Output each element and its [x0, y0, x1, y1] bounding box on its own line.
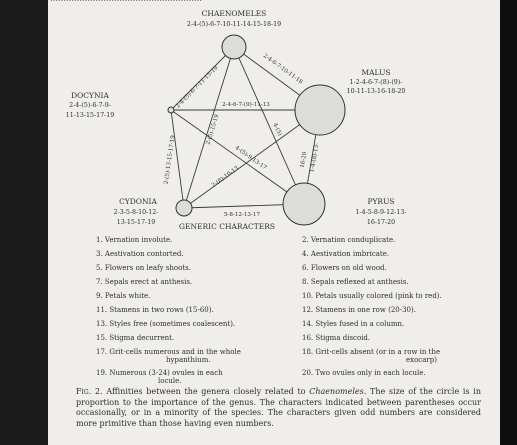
edge-label-malus-pyrus: 1-4-(8)-13-: [309, 142, 321, 173]
edge-chaenomeles-pyrus: [234, 47, 304, 204]
edge-label-docynia-pyrus: 4-(5)-9-13-17: [233, 145, 268, 172]
character-11: 11. Stamens in two rows (15-60).: [96, 306, 214, 314]
affinity-diagram: [48, 0, 500, 232]
figure-caption: [76, 387, 481, 429]
node-docynia: [168, 107, 174, 113]
character-14: 14. Styles fused in a column.: [302, 320, 405, 328]
edge-label-chaenomeles-docynia: 2-4-(5)-6-7-11-15-19: [175, 65, 220, 110]
edge-label-chaenomeles-pyrus: 4-(5): [271, 122, 283, 137]
edge-label-docynia-cydonia: 2-(5)-13-15-17-19: [163, 134, 177, 185]
label-docynia: DOCYNIA: [71, 91, 109, 100]
character-15: 15. Stigma decurrent.: [96, 334, 175, 342]
node-pyrus: [283, 183, 325, 225]
character-17: 17. Grit-cells numerous and in the whole: [96, 348, 241, 356]
label-pyrus: PYRUS: [367, 197, 395, 206]
character-19: 19. Numerous (3-24) ovules in each: [96, 369, 223, 377]
edge-label-docynia-malus: 2-4-6-7-(9)-11-13: [222, 102, 270, 108]
character-19-cont: locule.: [158, 377, 182, 385]
chars-cydonia-1: 2-3-5-8-10-12-: [113, 209, 159, 216]
label-chaenomeles: CHAENOMELES: [201, 9, 267, 18]
generic-characters-label: GENERIC CHARACTERS: [179, 222, 275, 231]
edge-label-chaenomeles-malus: 2-4-6-7-10-11-18: [261, 52, 304, 86]
book-page: [48, 0, 500, 445]
character-9: 9. Petals white.: [96, 292, 151, 300]
character-8: 8. Sepals reflexed at anthesis.: [302, 278, 409, 286]
character-2: 2. Vernation conduplicate.: [302, 236, 396, 244]
caption-text-2: . The size of the circle is in proportion to the importance of the genus. The characters indicated between parentheses occur occasionally, or in a minority of the species. The characters given odd numbers are considered more primitive than those having even numbers.: [76, 387, 481, 428]
caption-text-1: Affinities between the genera closely related to: [102, 387, 310, 396]
character-16: 16. Stigma discoid.: [302, 334, 371, 342]
chars-cydonia-2: 13-15-17-19: [116, 219, 156, 226]
character-4: 4. Aestivation imbricate.: [302, 250, 390, 258]
edge-label-chaenomeles-cydonia: 2-(5)-15-19: [205, 113, 221, 146]
caption-genus: Chaenomeles: [309, 387, 364, 396]
edge-docynia-pyrus: [171, 110, 304, 204]
character-18-cont: exocarp): [406, 356, 437, 364]
chars-malus-1: 1-2-4-6-7-(8)-(9)-: [349, 79, 403, 86]
character-13: 13. Styles free (sometimes coalescent).: [96, 320, 236, 328]
character-7: 7. Sepals erect at anthesis.: [96, 278, 193, 286]
edge-label-malus-pyrus-2: 16-20: [299, 151, 309, 169]
character-3: 3. Aestivation contorted.: [96, 250, 184, 258]
edge-label-cydonia-pyrus: 5-8-12-13-17: [223, 212, 261, 218]
character-6: 6. Flowers on old wood.: [302, 264, 387, 272]
node-cydonia: [176, 200, 192, 216]
character-20: 20. Two ovules only in each locule.: [302, 369, 426, 377]
chars-malus-2: 10-11-13-16-18-20: [346, 88, 406, 95]
character-10: 10. Petals usually colored (pink to red).: [302, 292, 442, 300]
character-18: 18. Grit-cells absent (or in a row in the: [302, 348, 441, 356]
caption-fig-label: Fig. 2.: [76, 387, 103, 396]
label-malus: MALUS: [361, 68, 391, 77]
label-cydonia: CYDONIA: [119, 197, 157, 206]
chars-docynia-2: 11-13-15-17-19: [65, 112, 115, 119]
chars-chaenomeles: 2-4-(5)-6-7-10-11-14-15-18-19: [186, 21, 282, 28]
dark-edge-strip: [500, 0, 517, 445]
node-malus: [295, 85, 345, 135]
character-12: 12. Stamens in one row (20-30).: [302, 306, 416, 314]
edge-label-malus-cydonia: 2-(8)-10-13: [210, 165, 240, 189]
chars-pyrus-2: 16-17-20: [366, 219, 396, 226]
chars-pyrus-1: 1-4-5-8-9-12-13-: [355, 209, 407, 216]
character-17-cont: hypanthium.: [166, 356, 211, 364]
chars-docynia-1: 2-4-(5)-6-7-9-: [69, 102, 111, 109]
character-1: 1. Vernation involute.: [96, 236, 173, 244]
character-5: 5. Flowers on leafy shoots.: [96, 264, 191, 272]
node-chaenomeles: [222, 35, 246, 59]
